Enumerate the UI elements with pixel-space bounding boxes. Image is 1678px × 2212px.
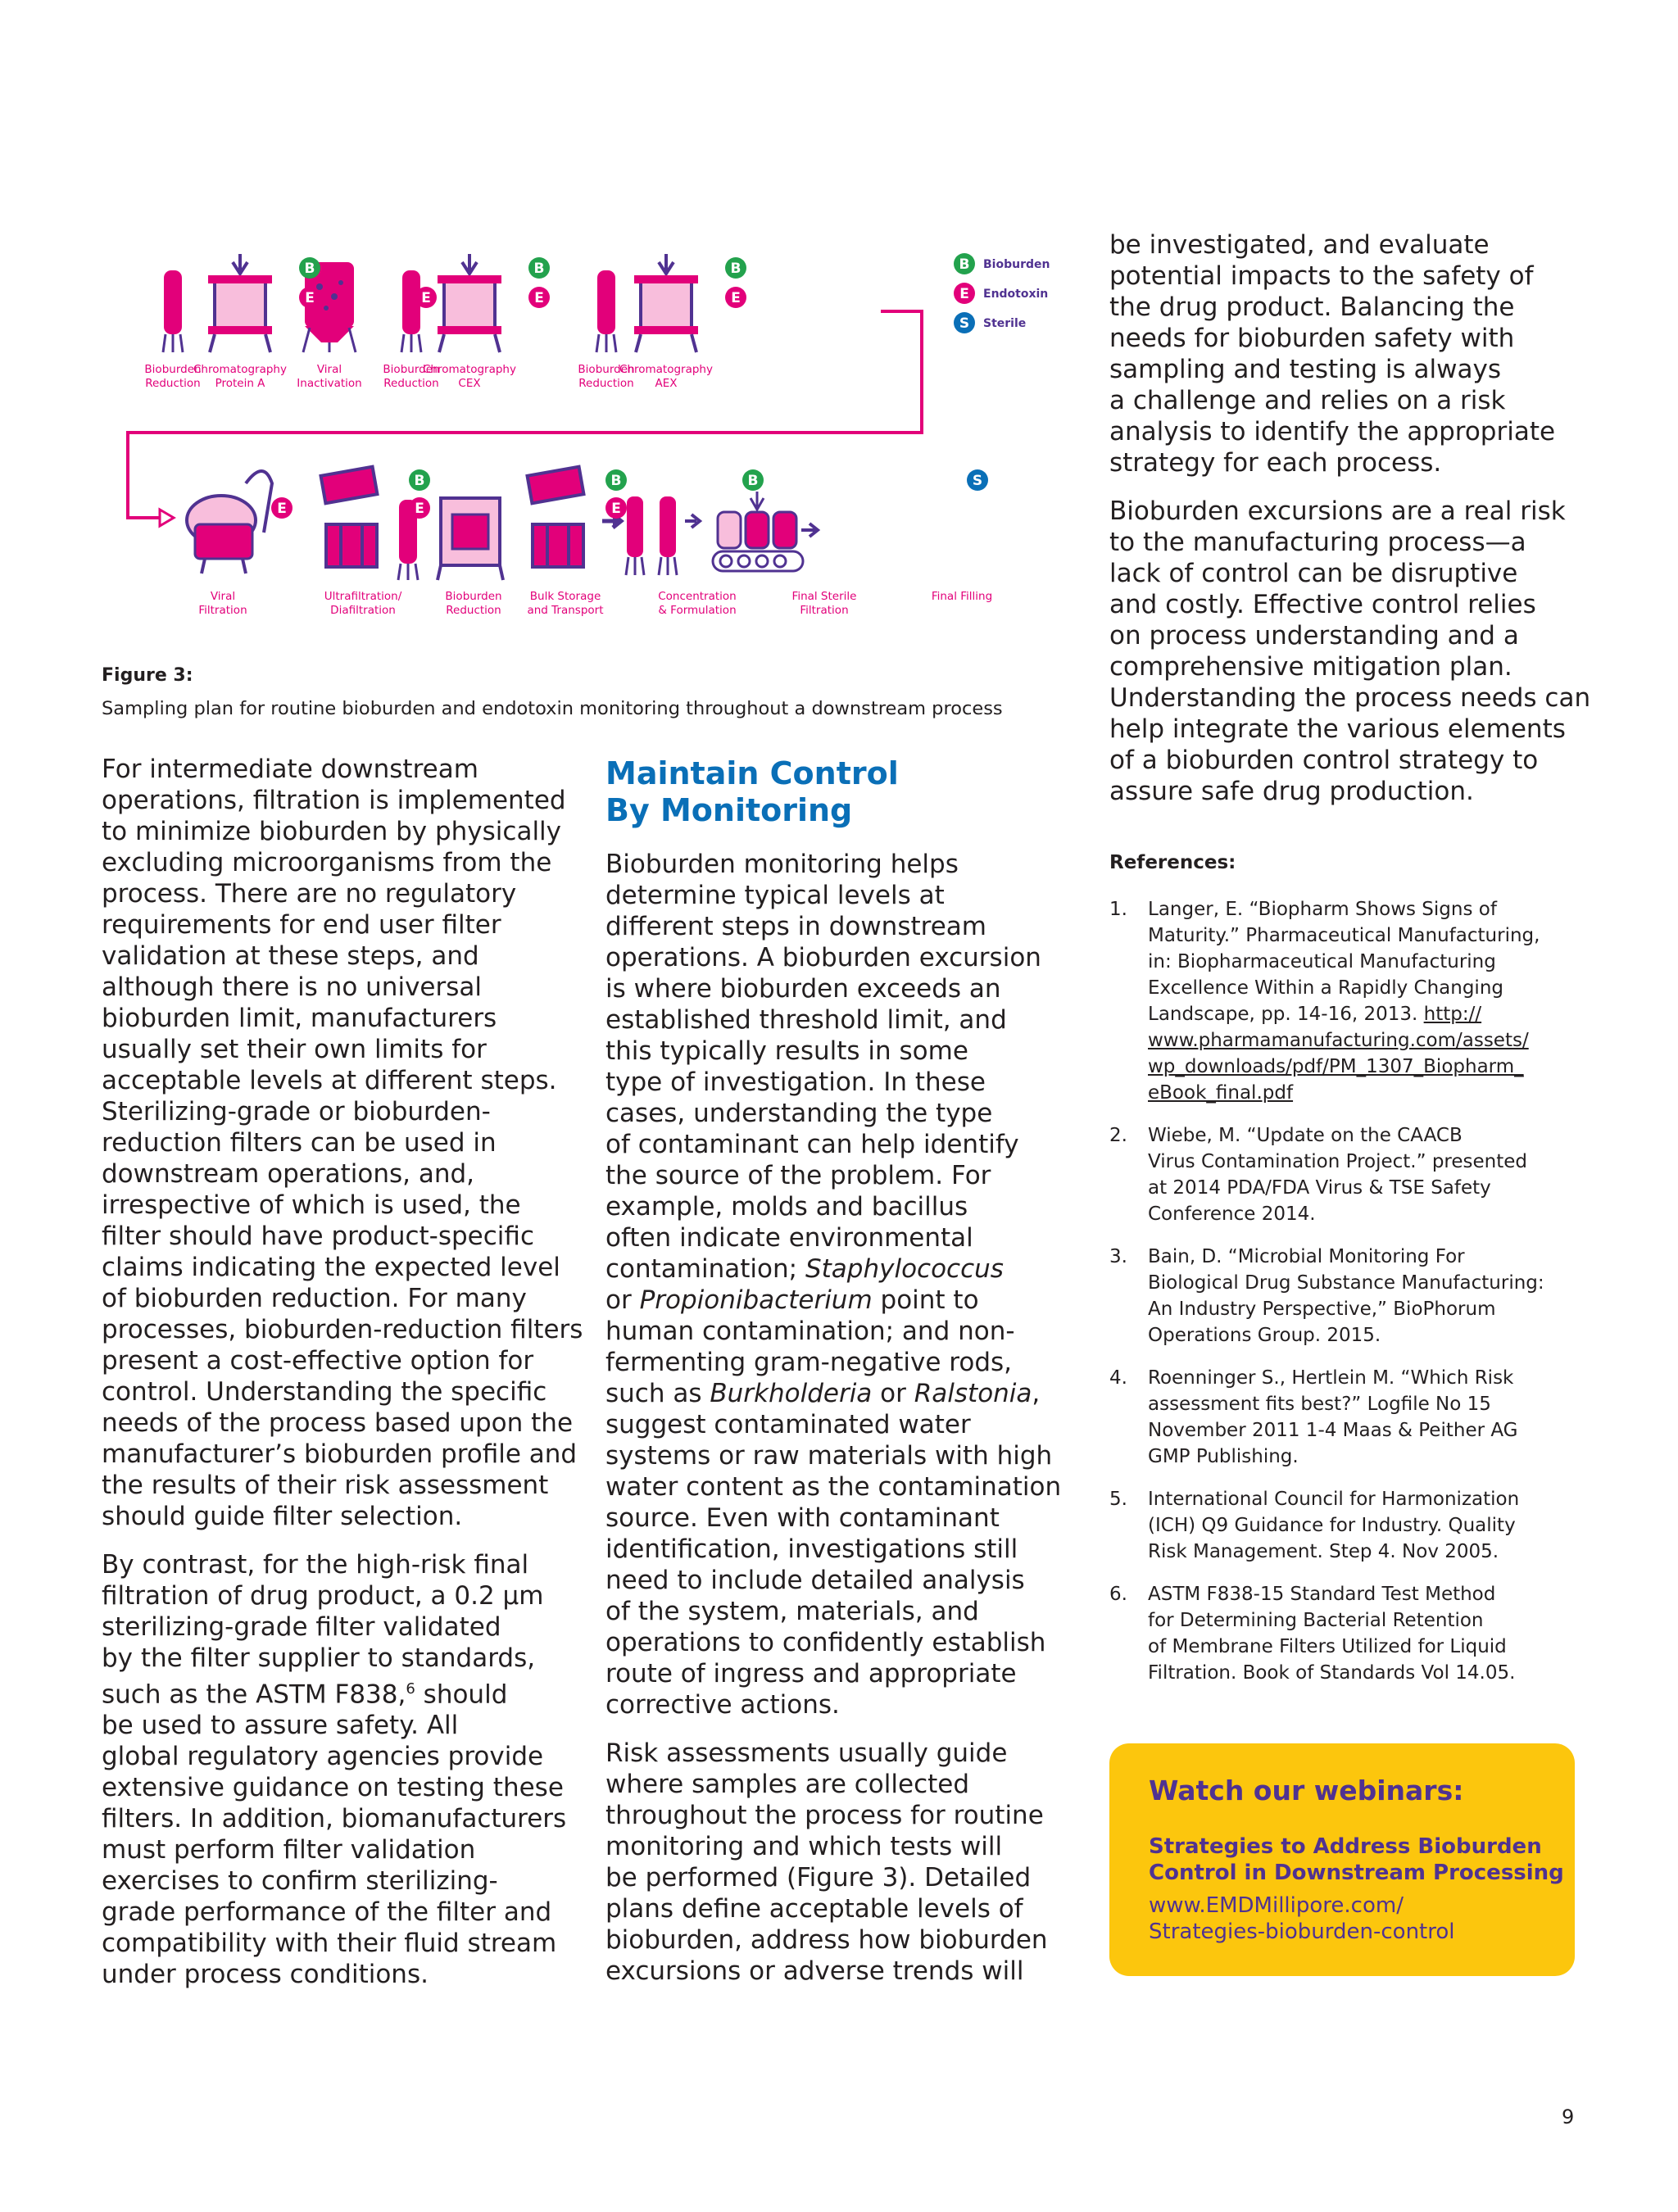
svg-text:Final Filling: Final Filling [931, 590, 993, 603]
svg-text:E: E [959, 286, 969, 302]
page-number: 9 [1562, 2105, 1575, 2128]
webinar-callout [1109, 1743, 1575, 1976]
svg-text:Sterile: Sterile [983, 317, 1027, 330]
reference-line: for Determining Bacterial Retention [1148, 1610, 1484, 1631]
text-line: different steps in downstream [605, 912, 986, 941]
text-line: identification, investigations still [605, 1534, 1018, 1564]
chromatography-column-icon [208, 254, 272, 352]
text-line: where samples are collected [605, 1770, 970, 1799]
paragraph [605, 1738, 1081, 1987]
left-column [102, 754, 583, 2007]
reference-link[interactable]: www.pharmamanufacturing.com/assets/ [1148, 1030, 1529, 1051]
chromatography-column-icon [634, 254, 698, 352]
text-line: determine typical levels at [605, 881, 945, 910]
reference-number: 1. [1109, 899, 1127, 920]
text-line: reduction filters can be used in [102, 1128, 497, 1158]
text-line: is where bioburden exceeds an [605, 974, 1001, 1004]
webinar-link[interactable] [1149, 1892, 1455, 1945]
webinar-subtitle [1149, 1834, 1564, 1886]
text-line: processes, bioburden-reduction filters [102, 1315, 583, 1344]
reference-number: 3. [1109, 1246, 1127, 1267]
svg-text:CEX: CEX [458, 377, 481, 390]
svg-text:B: B [730, 261, 741, 277]
text-line: acceptable levels at different steps. [102, 1066, 557, 1095]
reference-link[interactable]: wp_downloads/pdf/PM_1307_Biopharm_ [1148, 1056, 1524, 1077]
row2-labels [198, 590, 992, 617]
svg-text:Chromatography: Chromatography [619, 363, 713, 376]
text-line: usually set their own limits for [102, 1035, 487, 1064]
reference-line: Bain, D. “Microbial Monitoring For [1148, 1246, 1465, 1267]
text-span: or [872, 1379, 914, 1408]
svg-text:E: E [611, 501, 621, 517]
text-line: corrective actions. [605, 1690, 840, 1720]
text-line: analysis to identify the appropriate [1109, 417, 1556, 446]
text-span: point to [872, 1285, 979, 1315]
webinar-subtitle-line: Strategies to Address Bioburden [1149, 1834, 1542, 1859]
text-line: by the filter supplier to standards, [102, 1643, 536, 1673]
reference-line: Biological Drug Substance Manufacturing: [1148, 1272, 1544, 1294]
legend-sterile [954, 312, 1026, 333]
filter-icon [596, 270, 616, 352]
text-line: a challenge and relies on a risk [1109, 386, 1506, 415]
reference-line: Conference 2014. [1148, 1203, 1316, 1225]
svg-text:Diafiltration: Diafiltration [330, 604, 396, 617]
endotoxin-badge-icon [528, 287, 550, 308]
section-heading [605, 755, 1081, 829]
text-line: be performed (Figure 3). Detailed [605, 1863, 1032, 1892]
svg-text:B: B [610, 473, 622, 489]
text-line: needs of the process based upon the [102, 1408, 574, 1438]
svg-text:E: E [415, 501, 424, 517]
text-line: grade performance of the filter and [102, 1897, 552, 1928]
text-line: extensive guidance on testing these [102, 1773, 564, 1803]
paragraph [1109, 229, 1585, 478]
concentration-cassette-icon [528, 467, 584, 567]
reference-line: Virus Contamination Project.” presented [1148, 1151, 1528, 1172]
text-span: contamination; [605, 1254, 805, 1284]
text-line: claims indicating the expected level [102, 1253, 560, 1282]
svg-text:Chromatography: Chromatography [423, 363, 516, 376]
svg-text:S: S [972, 473, 983, 489]
text-line: downstream operations, and, [102, 1159, 475, 1189]
text-line: bioburden, address how bioburden [605, 1925, 1048, 1955]
svg-text:Protein A: Protein A [215, 377, 265, 390]
text-line: to minimize bioburden by physically [102, 817, 562, 846]
webinar-title: Watch our webinars: [1149, 1775, 1464, 1806]
text-line: Sterilizing-grade or bioburden- [102, 1097, 491, 1126]
reference-line [1148, 1001, 1585, 1027]
text-line: For intermediate downstream [102, 755, 478, 784]
paragraph [605, 849, 1081, 1720]
reference-item [1109, 1122, 1585, 1227]
webinar-url-line[interactable]: Strategies-bioburden-control [1149, 1920, 1455, 1944]
text-line: and costly. Effective control relies [1109, 590, 1536, 619]
text-line: established threshold limit, and [605, 1005, 1007, 1035]
text-line: filters. In addition, biomanufacturers [102, 1804, 567, 1834]
right-column [1109, 229, 1591, 824]
reference-item [1109, 1244, 1585, 1349]
svg-text:B: B [533, 261, 545, 277]
text-line: to the manufacturing process—a [1109, 528, 1526, 557]
svg-text:B: B [414, 473, 425, 489]
chromatography-column-icon [438, 254, 501, 352]
text-line: assure safe drug production. [1109, 777, 1474, 806]
text-line: systems or raw materials with high [605, 1441, 1053, 1471]
svg-text:Ultrafiltration/: Ultrafiltration/ [324, 590, 402, 603]
text-line: monitoring and which tests will [605, 1832, 1003, 1861]
text-line: fermenting gram-negative rods, [605, 1348, 1012, 1377]
reference-link[interactable]: http:// [1423, 1004, 1482, 1025]
ultrafiltration-cassette-icon [321, 467, 378, 567]
filling-line-icon [713, 492, 818, 571]
reference-number: 4. [1109, 1367, 1127, 1389]
endotoxin-badge-icon [605, 497, 627, 519]
svg-text:E: E [534, 290, 544, 306]
svg-text:E: E [305, 290, 315, 306]
webinar-url-line[interactable]: www.EMDMillipore.com/ [1149, 1893, 1404, 1918]
footnote-ref: 6 [406, 1680, 415, 1698]
text-line: bioburden limit, manufacturers [102, 1004, 497, 1033]
text-line: human contamination; and non- [605, 1317, 1015, 1346]
text-line: compatibility with their fluid stream [102, 1929, 557, 1959]
svg-text:B: B [959, 256, 970, 273]
text-line: operations. A bioburden excursion [605, 943, 1041, 972]
bulk-storage-container-icon [438, 498, 503, 580]
reference-number: 2. [1109, 1125, 1127, 1146]
process-flow-connector [128, 311, 922, 518]
text-line: type of investigation. In these [605, 1067, 986, 1097]
text-line: exercises to confirm sterilizing- [102, 1866, 498, 1897]
reference-line: Maturity.” Pharmaceutical Manufacturing, [1148, 925, 1540, 946]
endotoxin-badge-icon [415, 287, 437, 308]
text-line: this typically results in some [605, 1036, 968, 1066]
svg-text:Concentration: Concentration [658, 590, 737, 603]
heading-line: By Monitoring [605, 792, 853, 828]
bioburden-badge-icon [725, 257, 746, 279]
italic-term: Staphylococcus [805, 1254, 1004, 1284]
reference-number: 6. [1109, 1584, 1127, 1605]
reference-link[interactable]: eBook_final.pdf [1148, 1082, 1294, 1104]
filter-icon [401, 270, 421, 352]
text-line: present a cost-effective option for [102, 1346, 534, 1376]
text-line: the drug product. Balancing the [1109, 292, 1515, 322]
reference-item [1109, 896, 1585, 1106]
text-line: cases, understanding the type [605, 1099, 993, 1128]
reference-line: An Industry Perspective,” BioPhorum [1148, 1299, 1496, 1320]
reference-line: ASTM F838-15 Standard Test Method [1148, 1584, 1496, 1605]
flow-arrowhead-icon [160, 510, 174, 526]
reference-line: in: Biopharmaceutical Manufacturing [1148, 951, 1496, 972]
text-line: control. Understanding the specific [102, 1377, 547, 1407]
text-line: Understanding the process needs can [1109, 683, 1591, 713]
text-line: Bioburden monitoring helps [605, 850, 959, 879]
text-line: global regulatory agencies provide [102, 1742, 544, 1772]
reference-line: of Membrane Filters Utilized for Liquid [1148, 1636, 1507, 1657]
text-line: source. Even with contaminant [605, 1503, 1000, 1533]
svg-text:Bioburden: Bioburden [445, 590, 502, 603]
text-line: comprehensive mitigation plan. [1109, 652, 1512, 682]
text-line: sampling and testing is always [1109, 355, 1502, 384]
reference-number: 5. [1109, 1489, 1127, 1510]
text-line: the source of the problem. For [605, 1161, 991, 1190]
text-line: sterilizing-grade filter validated [102, 1612, 501, 1642]
text-line: irrespective of which is used, the [102, 1190, 521, 1220]
text-line [102, 1674, 577, 1710]
sterile-badge-icon [967, 469, 988, 491]
text-line: filtration of drug product, a 0.2 µm [102, 1581, 544, 1611]
reference-line: at 2014 PDA/FDA Virus & TSE Safety [1148, 1177, 1491, 1199]
heading-line: Maintain Control [605, 755, 899, 791]
reference-line: assessment fits best?” Logfile No 15 [1148, 1394, 1491, 1415]
text-line: route of ingress and appropriate [605, 1659, 1017, 1688]
text-line: operations to confidently establish [605, 1628, 1046, 1657]
reference-line: Filtration. Book of Standards Vol 14.05. [1148, 1662, 1516, 1684]
text-line: help integrate the various elements [1109, 714, 1566, 744]
text-line: although there is no universal [102, 972, 482, 1002]
text-line: throughout the process for routine [605, 1801, 1044, 1830]
text-span: such as the ASTM F838, [102, 1679, 406, 1710]
paragraph [102, 1549, 577, 1990]
svg-text:Filtration: Filtration [800, 604, 849, 617]
bioburden-badge-icon [299, 257, 320, 279]
reference-line: GMP Publishing. [1148, 1446, 1299, 1467]
text-line: need to include detailed analysis [605, 1566, 1025, 1595]
reference-line: Wiebe, M. “Update on the CAACB [1148, 1125, 1463, 1146]
svg-text:Bulk Storage: Bulk Storage [529, 590, 601, 603]
text-line: Bioburden excursions are a real risk [1109, 496, 1566, 526]
reference-text: Landscape, pp. 14-16, 2013. [1148, 1004, 1424, 1025]
paragraph [102, 754, 583, 1532]
svg-text:Final Sterile: Final Sterile [791, 590, 857, 603]
svg-text:Viral: Viral [316, 363, 342, 376]
figure-caption: Sampling plan for routine bioburden and endotoxin monitoring throughout a downstream process [102, 698, 1003, 719]
svg-text:Reduction: Reduction [446, 604, 501, 617]
reference-line: International Council for Harmonization [1148, 1489, 1520, 1510]
legend-endotoxin [954, 283, 1048, 304]
filter-icon [163, 270, 183, 352]
text-line: water content as the contamination [605, 1472, 1062, 1502]
text-line: often indicate environmental [605, 1223, 973, 1253]
text-span: or [605, 1285, 640, 1315]
text-line: plans define acceptable levels of [605, 1894, 1023, 1924]
text-line: the results of their risk assessment [102, 1471, 549, 1500]
text-span: such as [605, 1379, 710, 1408]
svg-text:AEX: AEX [655, 377, 678, 390]
text-line: needs for bioburden safety with [1109, 324, 1515, 353]
text-line: potential impacts to the safety of [1109, 261, 1534, 291]
text-span: should [415, 1679, 508, 1710]
svg-text:Viral: Viral [210, 590, 236, 603]
reference-line: November 2011 1-4 Maas & Peither AG [1148, 1420, 1518, 1441]
bioburden-badge-icon [409, 469, 430, 491]
svg-text:Filtration: Filtration [198, 604, 247, 617]
text-line: strategy for each process. [1109, 448, 1442, 478]
endotoxin-badge-icon [725, 287, 746, 308]
reference-line: (ICH) Q9 Guidance for Industry. Quality [1148, 1515, 1516, 1536]
text-line [605, 1285, 1081, 1316]
legend-bioburden [954, 253, 1050, 274]
svg-text:Endotoxin: Endotoxin [983, 288, 1049, 301]
reference-line: Operations Group. 2015. [1148, 1325, 1381, 1346]
svg-text:E: E [421, 290, 431, 306]
text-line: should guide filter selection. [102, 1502, 463, 1531]
text-line [605, 1378, 1081, 1409]
italic-term: Burkholderia [710, 1379, 873, 1408]
reference-item [1109, 1581, 1585, 1686]
reference-line: Roenninger S., Hertlein M. “Which Risk [1148, 1367, 1514, 1389]
text-line: By contrast, for the high-risk final [102, 1550, 529, 1580]
viral-filtration-housing-icon [187, 471, 272, 573]
references-title: References: [1109, 852, 1236, 873]
reference-line: Excellence Within a Rapidly Changing [1148, 977, 1504, 999]
text-line: under process conditions. [102, 1960, 429, 1990]
svg-text:B: B [304, 261, 315, 277]
webinar-subtitle-line: Control in Downstream Processing [1149, 1861, 1564, 1885]
paragraph [1109, 496, 1591, 807]
text-line: manufacturer’s bioburden profile and [102, 1439, 578, 1469]
figure-title: Figure 3: [102, 665, 193, 686]
process-diagram [123, 238, 1065, 623]
svg-text:Bioburden: Bioburden [144, 363, 202, 376]
reference-item [1109, 1486, 1585, 1565]
svg-text:Bioburden: Bioburden [383, 363, 440, 376]
text-line: excursions or adverse trends will [605, 1956, 1024, 1986]
svg-text:Bioburden: Bioburden [578, 363, 635, 376]
bioburden-badge-icon [528, 257, 550, 279]
svg-text:S: S [959, 315, 970, 332]
text-line: validation at these steps, and [102, 941, 479, 971]
svg-text:Chromatography: Chromatography [193, 363, 287, 376]
text-line: process. There are no regulatory [102, 879, 517, 909]
svg-text:& Formulation: & Formulation [658, 604, 737, 617]
text-line: filter should have product-specific [102, 1222, 534, 1251]
svg-text:Reduction: Reduction [383, 377, 439, 390]
text-line: of a bioburden control strategy to [1109, 746, 1539, 775]
reference-line: Risk Management. Step 4. Nov 2005. [1148, 1541, 1499, 1562]
text-line: be used to assure safety. All [102, 1711, 459, 1741]
text-line: must perform filter validation [102, 1835, 476, 1865]
italic-term: Ralstonia [914, 1379, 1032, 1408]
text-line: of the system, materials, and [605, 1597, 979, 1626]
text-line [605, 1253, 1081, 1285]
reference-item [1109, 1365, 1585, 1470]
svg-text:E: E [731, 290, 741, 306]
text-line: of bioburden reduction. For many [102, 1284, 527, 1313]
text-line: lack of control can be disruptive [1109, 559, 1518, 588]
text-line: excluding microorganisms from the [102, 848, 552, 877]
svg-text:B: B [747, 473, 759, 489]
endotoxin-badge-icon [299, 287, 320, 308]
reference-line: Langer, E. “Biopharm Shows Signs of [1148, 899, 1497, 920]
svg-text:E: E [277, 501, 287, 517]
legend [954, 253, 1050, 333]
svg-text:Reduction: Reduction [578, 377, 634, 390]
svg-text:and Transport: and Transport [527, 604, 604, 617]
endotoxin-badge-icon [271, 497, 293, 519]
middle-column [605, 755, 1081, 2004]
svg-text:Inactivation: Inactivation [297, 377, 362, 390]
svg-text:Bioburden: Bioburden [983, 258, 1050, 271]
text-line: operations, filtration is implemented [102, 786, 566, 815]
italic-term: Propionibacterium [639, 1285, 873, 1315]
text-line: Risk assessments usually guide [605, 1738, 1008, 1768]
text-line: example, molds and bacillus [605, 1192, 968, 1222]
text-line: be investigated, and evaluate [1109, 230, 1490, 260]
svg-text:Reduction: Reduction [145, 377, 201, 390]
references-list [1109, 896, 1585, 1702]
bioburden-badge-icon [742, 469, 764, 491]
endotoxin-badge-icon [409, 497, 430, 519]
text-line: on process understanding and a [1109, 621, 1519, 650]
text-span: , [1032, 1379, 1041, 1408]
text-line: requirements for end user filter [102, 910, 501, 940]
bioburden-badge-icon [605, 469, 627, 491]
row1-labels [144, 363, 713, 390]
text-line: of contaminant can help identify [605, 1130, 1019, 1159]
text-line: suggest contaminated water [605, 1410, 971, 1439]
